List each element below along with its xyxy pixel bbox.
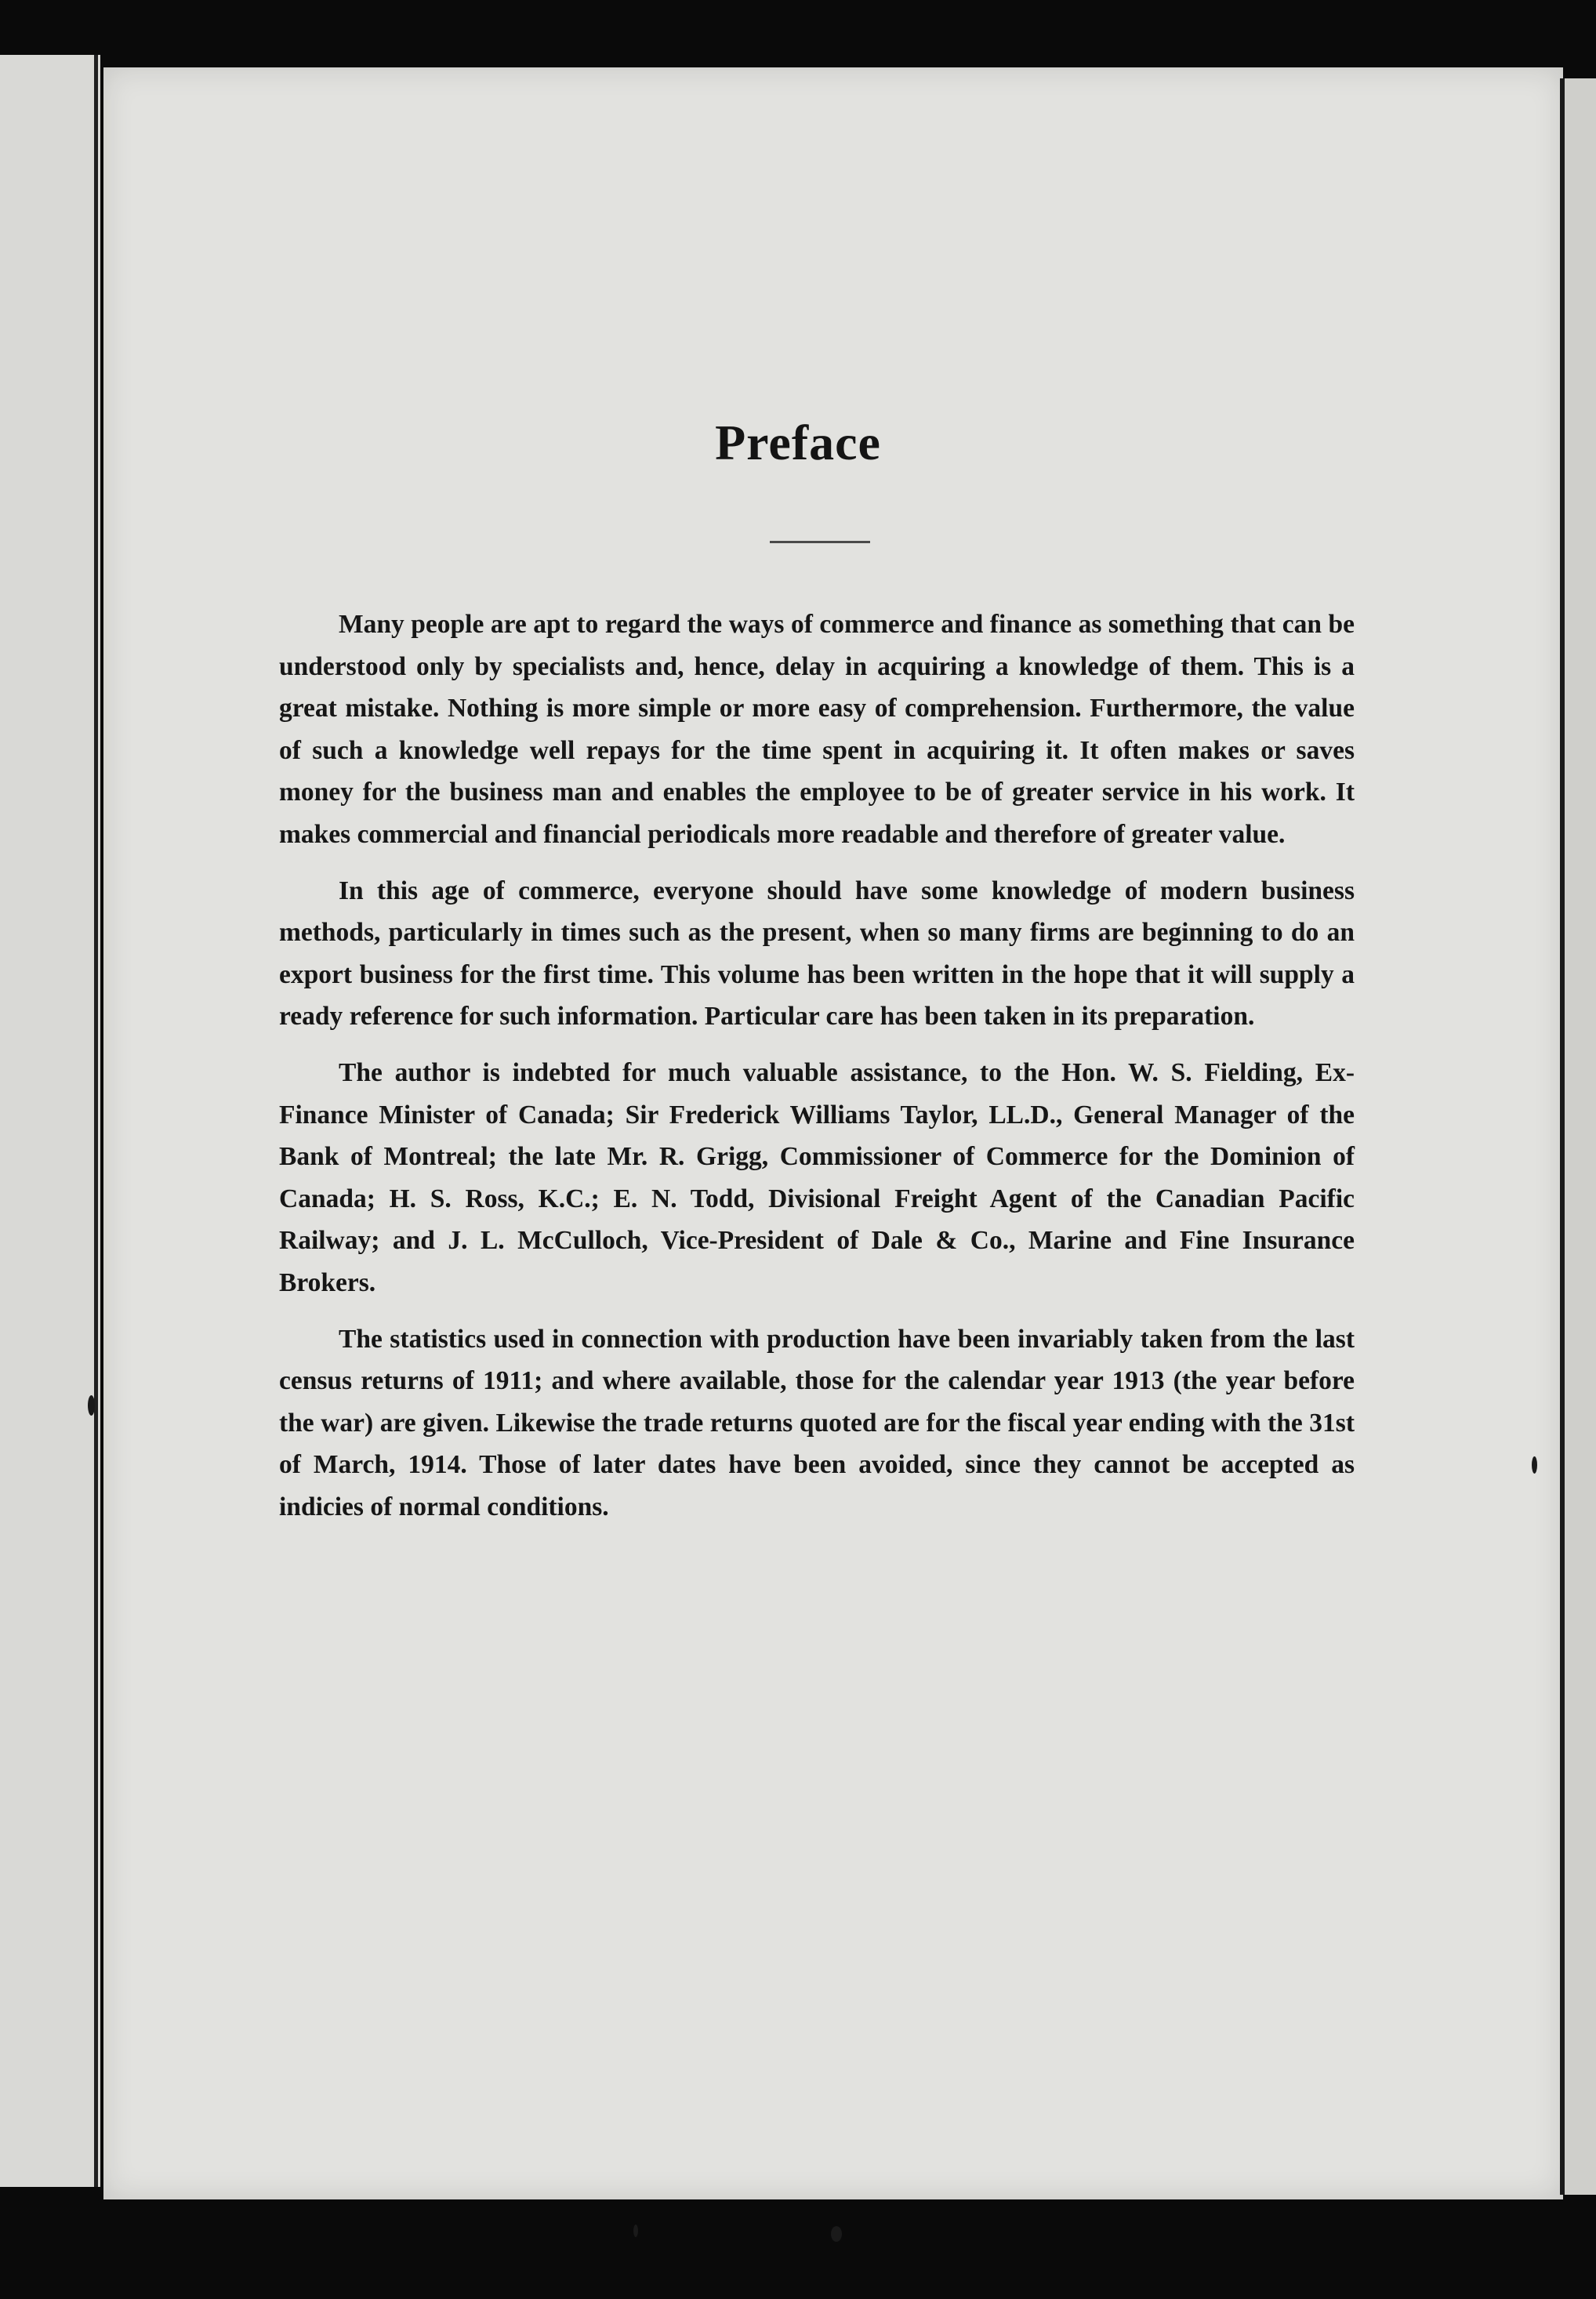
paragraph-1: Many people are apt to regard the ways of commerce and finance as something that can be understood only by specialists and, hence, delay in acquiring a knowledge of them. This is a great mistake. Nothing is more simple or more easy of comprehension. Furthermore, the value of such a knowledge well repays for the time spent in acquiring it. It often makes or saves money for the business man and enables the employee to be of greater service in his work. It makes commercial and financial periodicals more readable and therefore of greater value. [279, 610, 1355, 849]
preface-body [279, 604, 1355, 1542]
right-edge-line [1560, 78, 1565, 2195]
paragraph-2: In this age of commerce, everyone should have some knowledge of modern business methods, particularly in times such as the present, when so many firms are beginning to do an export business for the first time. This volume has been written in the hope that it will supply a ready reference for such information. Particular care has been taken in its preparation. [279, 876, 1355, 1032]
title-divider [770, 541, 870, 543]
scan-speck [1532, 1456, 1537, 1474]
binding-line [94, 55, 98, 2187]
right-page-edge [1563, 78, 1596, 2195]
scan-speck [633, 2225, 638, 2237]
facing-page-edge [0, 55, 100, 2187]
paragraph-4: The statistics used in connection with production have been invariably taken from the last census returns of 1911; and where available, those for the calendar year 1913 (the year before the war) are given. Likewise the trade returns quoted are for the fiscal year ending with the 31st of March, 1914. Those of later dates have been avoided, since they cannot be accepted as indicies of normal conditions. [279, 1324, 1355, 1521]
page-title: Preface [715, 415, 881, 470]
scan-speck [88, 1395, 95, 1416]
paragraph-3: The author is indebted for much valuable assistance, to the Hon. W. S. Fielding, Ex-Finance Minister of Canada; Sir Frederick Williams Taylor, LL.D., General Manager of the Bank of Montreal; the late Mr. R. Grigg, Commissioner of Commerce for the Dominion of Canada; H. S. Ross, K.C.; E. N. Todd, Divisional Freight Agent of the Canadian Pacific Railway; and J. L. McCulloch, Vice-President of Dale & Co., Marine and Fine Insurance Brokers. [279, 1057, 1355, 1297]
scan-speck [831, 2226, 842, 2242]
